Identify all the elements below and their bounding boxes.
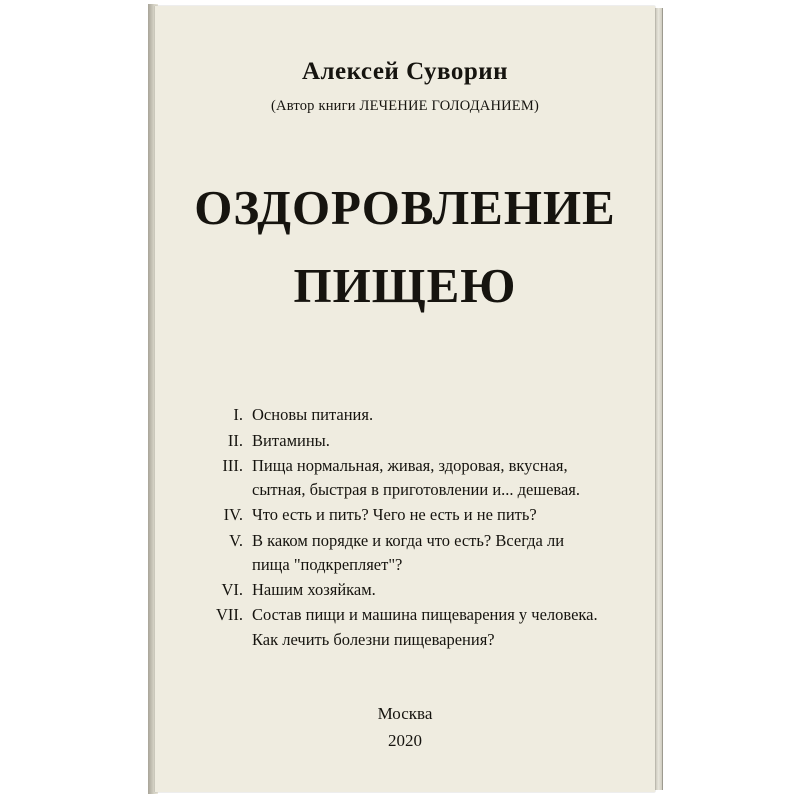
list-item	[207, 454, 613, 503]
imprint-city: Москва	[377, 703, 433, 723]
toc-numeral: IV.	[223, 505, 243, 525]
list-item	[207, 578, 613, 602]
toc-numeral: VI.	[221, 580, 243, 600]
book-title-line-2: ПИЩЕЮ	[293, 258, 517, 314]
toc-entry-text: Что есть и пить? Чего не есть и не пить?	[252, 505, 537, 525]
toc-entry-line-2: Как лечить болезни пищеварения?	[252, 629, 495, 649]
toc-numeral: V.	[229, 530, 243, 550]
toc-entry-text: Основы питания.	[252, 405, 374, 425]
toc-entry-text	[252, 454, 613, 503]
toc-entry-line-2: пища "подкрепляет"?	[252, 554, 403, 574]
toc-entry-line-1: Пища нормальная, живая, здоровая, вкусная,	[252, 455, 568, 475]
toc-entry-text: Нашим хозяйкам.	[252, 580, 376, 600]
toc-entry-text	[252, 603, 613, 652]
book-title-line-1: ОЗДОРОВЛЕНИЕ	[194, 180, 616, 235]
imprint	[155, 700, 655, 754]
list-item	[207, 429, 613, 453]
list-item	[207, 529, 613, 578]
toc-numeral: VII.	[215, 605, 243, 625]
toc-entry-text: Витамины.	[252, 430, 330, 450]
toc-numeral: III.	[222, 455, 243, 475]
author-name: Алексей Суворин	[301, 58, 509, 85]
author-note: (Автор книги ЛЕЧЕНИЕ ГОЛОДАНИЕМ)	[271, 98, 539, 114]
toc-numeral: I.	[233, 405, 243, 425]
table-of-contents	[189, 403, 621, 652]
toc-entry-line-2: сытная, быстрая в приготовлении и... дешевая.	[252, 480, 581, 500]
toc-entry-line-1: В каком порядке и когда что есть? Всегда ли	[252, 530, 565, 550]
imprint-year: 2020	[388, 730, 422, 750]
toc-numeral: II.	[227, 430, 243, 450]
book-title	[189, 175, 621, 319]
toc-entry-text	[252, 529, 613, 578]
list-item	[207, 403, 613, 427]
toc-entry-line-1: Состав пищи и машина пищеварения у человека.	[252, 605, 598, 625]
book-front-cover	[155, 6, 655, 792]
list-item	[207, 603, 613, 652]
list-item	[207, 503, 613, 527]
